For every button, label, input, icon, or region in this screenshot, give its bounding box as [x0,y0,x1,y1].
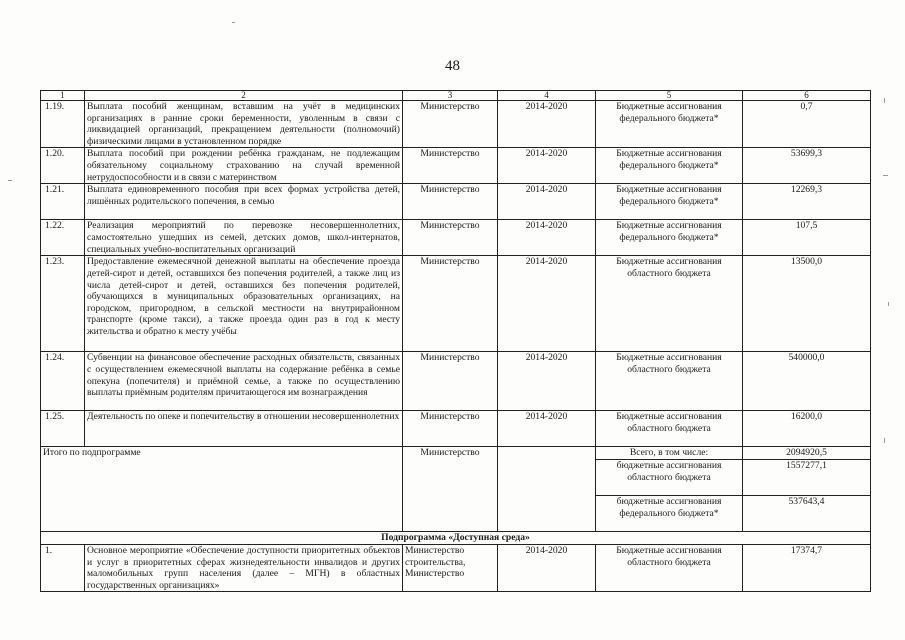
column-number: 5 [596,91,743,101]
row-executor: Министерство [403,101,498,148]
row-number: 1.21. [41,184,85,220]
row-amount: 13500,0 [743,256,871,352]
table-row [41,411,871,447]
row-period: 2014-2020 [498,411,596,447]
row-number: 1.20. [41,148,85,184]
total-source: бюджетные ассигнования областного бюджета [596,459,743,495]
row-funding-source: Бюджетные ассигнования областного бюджета [596,256,743,352]
row-executor: Министерство [403,220,498,256]
page-number: 48 [445,58,460,74]
program-table [40,90,871,592]
total-source: Всего, в том числе: [596,447,743,460]
row-period: 2014-2020 [498,352,596,411]
total-source: бюджетные ассигнования федерального бюджета* [596,495,743,531]
column-number: 6 [743,91,871,101]
row-description: Основное мероприятие «Обеспечение доступности приоритетных объектов и услуг в приоритетных сферах жизнедеятельности инвалидов и других маломобильных групп населения (далее – МГН) в областных государственных организациях» [85,544,403,591]
row-period: 2014-2020 [498,101,596,148]
row-executor: Министерство [403,148,498,184]
section-row [41,531,871,544]
row-funding-source: Бюджетные ассигнования областного бюджета [596,544,743,591]
row-period: 2014-2020 [498,184,596,220]
row-period: 2014-2020 [498,544,596,591]
row-executor: Министерство [403,256,498,352]
table-row [41,101,871,148]
row-description: Реализация мероприятий по перевозке несовершеннолетних, самостоятельно ушедших из семей, детских домов, школ-интернатов, специальных учебно-воспитательных организаций [85,220,403,256]
row-amount: 12269,3 [743,184,871,220]
table-row [41,220,871,256]
row-period: 2014-2020 [498,256,596,352]
row-description: Выплата пособий при рождении ребёнка гражданам, не подлежащим обязательному социальному страхованию на случай временной нетрудоспособности и в связи с материнством [85,148,403,184]
row-description: Деятельность по опеке и попечительству в отношении несовершеннолетних [85,411,403,447]
column-number: 3 [403,91,498,101]
table-row [41,184,871,220]
row-funding-source: Бюджетные ассигнования федерального бюджета* [596,220,743,256]
row-amount: 0,7 [743,101,871,148]
total-amount: 2094920,5 [743,447,871,460]
total-executor: Министерство [403,447,498,532]
table-row [41,544,871,591]
total-period-empty [498,447,596,532]
row-period: 2014-2020 [498,148,596,184]
row-funding-source: Бюджетные ассигнования федерального бюджета* [596,101,743,148]
total-row [41,447,871,460]
table-row [41,148,871,184]
row-description: Выплата пособий женщинам, вставшим на учёт в медицинских организациях в ранние сроки беременности, уволенным в связи с ликвидацией организаций, прекращением деятельности (полномочий) физическими лицами в установленном порядке [85,101,403,148]
scan-speck [884,438,885,443]
row-amount: 107,5 [743,220,871,256]
row-amount: 16200,0 [743,411,871,447]
total-amount: 537643,4 [743,495,871,531]
scan-speck [888,302,889,306]
row-number: 1.19. [41,101,85,148]
row-executor: Министерство [403,352,498,411]
scan-speck [883,175,888,176]
row-amount: 53699,3 [743,148,871,184]
row-number: 1.25. [41,411,85,447]
row-period: 2014-2020 [498,220,596,256]
row-executor: Министерство [403,411,498,447]
scan-speck [232,22,235,23]
row-amount: 540000,0 [743,352,871,411]
scan-speck [884,98,885,103]
row-funding-source: Бюджетные ассигнования областного бюджета [596,352,743,411]
row-description: Предоставление ежемесячной денежной выплаты на обеспечение проезда детей-сирот и детей, оставшихся без попечения родителей, а также лиц из числа детей-сирот и детей, оставшихся без попечения родителей, обучающихся в муниципальных образовательных организациях, на городском, пригородном, в сельской местности на внутрирайонном транспорте (кроме такси), а также проезда один раз в год к месту жительства и обратно к месту учёбы [85,256,403,352]
row-funding-source: Бюджетные ассигнования федерального бюджета* [596,184,743,220]
row-executor: Министерство строительства, Министерство [403,544,498,591]
total-amount: 1557277,1 [743,459,871,495]
row-number: 1.23. [41,256,85,352]
section-title: Подпрограмма «Доступная среда» [41,531,871,544]
row-description: Выплата единовременного пособия при всех формах устройства детей, лишённых родительского попечения, в семью [85,184,403,220]
total-label: Итого по подпрограмме [41,447,403,532]
column-number: 4 [498,91,596,101]
column-number: 2 [85,91,403,101]
table-row [41,256,871,352]
table-row [41,352,871,411]
row-amount: 17374,7 [743,544,871,591]
row-executor: Министерство [403,184,498,220]
row-number: 1.24. [41,352,85,411]
column-number-row [41,91,871,101]
row-number: 1. [41,544,85,591]
scan-speck [8,180,12,181]
row-description: Субвенции на финансовое обеспечение расходных обязательств, связанных с осуществлением ежемесячной выплаты на содержание ребёнка в семье опекуна (попечителя) и приёмной семье, а также по осуществлению выплаты приёмным родителям причитающегося им вознаграждения [85,352,403,411]
row-number: 1.22. [41,220,85,256]
row-funding-source: Бюджетные ассигнования федерального бюджета* [596,148,743,184]
row-funding-source: Бюджетные ассигнования областного бюджета [596,411,743,447]
column-number: 1 [41,91,85,101]
